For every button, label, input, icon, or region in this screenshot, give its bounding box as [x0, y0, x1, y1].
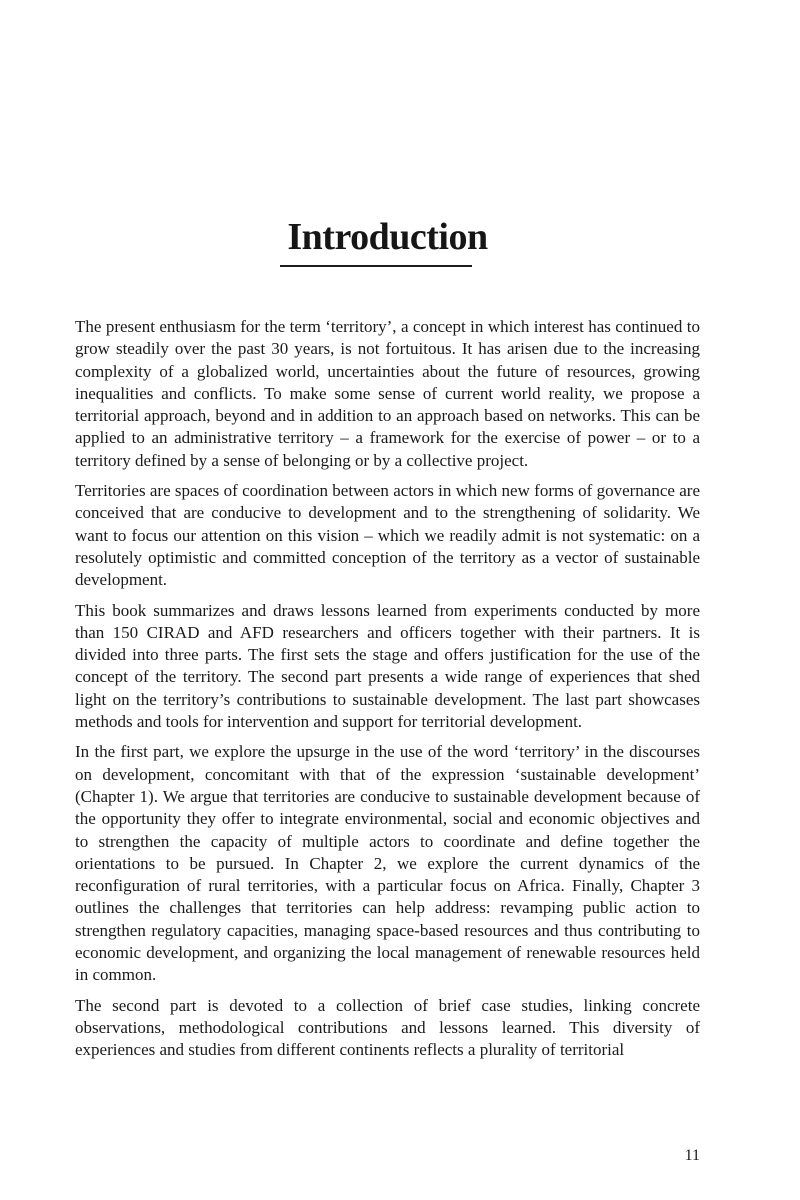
paragraph: Territories are spaces of coordination between actors in which new forms of governance are conceived that are conducive to development and to the strengthening of solidarity. We want to focus our attention on this vision – which we readily admit is not systematic: on a resolutely optimistic and committed conception of the territory as a vector of sustainable development.: [75, 481, 700, 590]
title-underline: [280, 265, 472, 267]
paragraph: The second part is devoted to a collection of brief case studies, linking concrete observations, methodological contributions and lessons learned. This diversity of experiences and studies from different continents reflects a plurality of territorial: [75, 995, 700, 1060]
paragraph: This book summarizes and draws lessons learned from experiments conducted by more than 150 CIRAD and AFD researchers and officers together with their partners. It is divided into three parts. The first sets the stage and offers justification for the use of the concept of the territory. The second part presents a wide range of experiences that shed light on the territory’s contributions to sustainable development. The last part showcases methods and tools for intervention and support for territorial development.: [75, 600, 700, 732]
page-number: 11: [684, 1147, 700, 1164]
page-title: Introduction: [287, 216, 488, 258]
paragraph: The present enthusiasm for the term ‘territory’, a concept in which interest has continued to grow steadily over the past 30 years, is not fortuitous. It has arisen due to the increasing complexity of a globalized world, uncertainties about the future of resources, growing inequalities and conflicts. To make some sense of current world reality, we propose a territorial approach, beyond and in addition to an approach based on networks. This can be applied to an administrative territory – a framework for the exercise of power – or to a territory defined by a sense of belonging or by a collective project.: [75, 317, 700, 470]
paragraph: In the first part, we explore the upsurge in the use of the word ‘territory’ in the discourses on development, concomitant with that of the expression ‘sustainable development’ (Chapter 1). We argue that territories are conducive to sustainable development because of the opportunity they offer to integrate environmental, social and economic objectives and to strengthen the capacity of multiple actors to coordinate and define together the orientations to be pursued. In Chapter 2, we explore the current dynamics of the reconfiguration of rural territories, with a particular focus on Africa. Finally, Chapter 3 outlines the challenges that territories can help address: revamping public action to strengthen regulatory capacities, managing space-based resources and thus contributing to economic development, and organizing the local management of renewable resources held in common.: [75, 742, 700, 985]
body-text: [75, 316, 700, 1062]
